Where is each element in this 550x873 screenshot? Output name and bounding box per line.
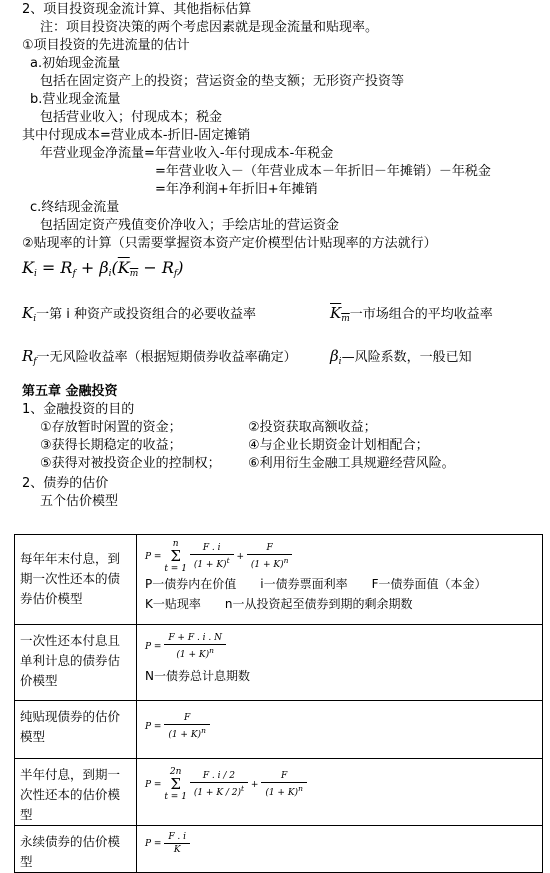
model-label: 半年付息，到期一次性还本的估价模型 bbox=[15, 759, 137, 826]
fraction: $\frac{F}{(1 + K)^n}$ bbox=[261, 771, 307, 798]
subsection-heading: ②贴现率的计算（只需要掌握资本资产定价模型估计贴现率的方法就行） bbox=[22, 236, 437, 251]
model-label: 一次性还本付息且单利计息的债券估价模型 bbox=[15, 625, 137, 701]
formula-line: =年营业收入－（年营业成本－年折旧－年摊销）－年税金 bbox=[155, 164, 491, 179]
model-legend: P一债券内在价值 i一债券票面利率 F一债券面值（本金） bbox=[145, 577, 487, 591]
section-heading: 1、金融投资的目的 bbox=[22, 402, 135, 417]
section-heading: 2、债券的估价 bbox=[22, 476, 109, 491]
km-symbol: $K_m$ bbox=[330, 304, 350, 324]
model-formula-cell bbox=[137, 625, 543, 701]
table-row bbox=[15, 625, 543, 701]
fraction: $\frac{F . i}{(1 + K)^t}$ bbox=[190, 543, 234, 570]
formula-line: =年净利润+年折旧+年摊销 bbox=[155, 182, 318, 197]
capm-formula: $K_i = R_f + \beta_i(K_m - R_f)$ bbox=[22, 258, 184, 279]
fraction: $\frac{F + F . i . N}{(1 + K)^n}$ bbox=[164, 633, 226, 660]
model-formula: P = $\frac{F}{(1 + K)^n}$ bbox=[145, 713, 534, 740]
summation: n Σ t = 1 bbox=[164, 539, 187, 574]
table-row bbox=[15, 826, 543, 873]
item-heading: b.营业现金流量 bbox=[30, 92, 121, 107]
text-line: 包括固定资产残值变价净收入；手绘店址的营运资金 bbox=[40, 218, 340, 233]
model-formula: P = $\frac{F . i}{K}$ bbox=[145, 832, 534, 855]
item-heading: c.终结现金流量 bbox=[30, 200, 120, 215]
model-label: 纯贴现债券的估价模型 bbox=[15, 701, 137, 759]
model-formula-cell bbox=[137, 701, 543, 759]
model-label: 永续债券的估价模型 bbox=[15, 826, 137, 873]
section-heading: 2、项目投资现金流计算、其他指标估算 bbox=[22, 2, 252, 17]
beta-symbol: $\beta_i$ bbox=[330, 347, 342, 367]
model-formula-cell bbox=[137, 826, 543, 873]
rf-symbol: $R_f$ bbox=[22, 347, 37, 367]
definition-km bbox=[330, 305, 493, 327]
model-formula-cell bbox=[137, 535, 543, 625]
table-row bbox=[15, 759, 543, 826]
purpose-item: ④与企业长期资金计划相配合； bbox=[248, 438, 429, 453]
table-row bbox=[15, 701, 543, 759]
fraction: $\frac{F . i / 2}{(1 + K / 2)^t}$ bbox=[190, 771, 248, 798]
summation: 2n Σ t = 1 bbox=[164, 767, 187, 802]
chapter-title: 第五章 金融投资 bbox=[22, 384, 118, 399]
subsection-heading: 五个估价模型 bbox=[40, 494, 119, 509]
fraction: $\frac{F}{(1 + K)^n}$ bbox=[164, 713, 210, 740]
purpose-item: ①存放暂时闲置的资金； bbox=[40, 420, 182, 435]
model-legend: K一贴现率 n一从投资起至债券到期的剩余期数 bbox=[145, 597, 413, 611]
model-formula-cell bbox=[137, 759, 543, 826]
definition-text: —风险系数，一般已知 bbox=[341, 350, 472, 365]
model-legend: N一债券总计息期数 bbox=[145, 669, 250, 683]
ki-symbol: $K_i$ bbox=[22, 304, 37, 324]
definition-text: 一第 i 种资产或投资组合的必要收益率 bbox=[36, 307, 256, 322]
purpose-item: ⑤获得对被投资企业的控制权； bbox=[40, 456, 221, 471]
text-line: 其中付现成本=营业成本-折旧-固定摊销 bbox=[22, 128, 251, 143]
text-line: 包括营业收入；付现成本；税金 bbox=[40, 110, 223, 125]
definition-text: 一无风险收益率（根据短期债券收益率确定） bbox=[36, 350, 297, 365]
table-row bbox=[15, 535, 543, 625]
bond-models-table bbox=[14, 534, 543, 873]
text-line: 包括在固定资产上的投资；营运资金的垫支额；无形资产投资等 bbox=[40, 74, 405, 89]
item-heading: a.初始现金流量 bbox=[30, 56, 121, 71]
subsection-heading: ①项目投资的先进流量的估计 bbox=[22, 38, 190, 53]
formula-line: 年营业现金净流量=年营业收入-年付现成本-年税金 bbox=[40, 146, 334, 161]
purpose-item: ②投资获取高额收益； bbox=[248, 420, 377, 435]
definition-beta bbox=[330, 348, 472, 370]
definition-text: 一市场组合的平均收益率 bbox=[349, 307, 493, 322]
definition-ki bbox=[22, 305, 256, 327]
model-formula: P = 2n Σ t = 1 $\frac{F . i / 2}{(1 + K / 2)^t}$ + $\frac{F}{(1 + K)^n}$ bbox=[145, 767, 534, 802]
purpose-item: ⑥利用衍生金融工具规避经营风险。 bbox=[248, 456, 455, 471]
definition-rf bbox=[22, 348, 297, 370]
model-label: 每年年末付息，到期一次性还本的债券估价模型 bbox=[15, 535, 137, 625]
model-formula: P = n Σ t = 1 $\frac{F . i}{(1 + K)^t}$ + $\frac{F}{(1 + K)^n}$ bbox=[145, 539, 534, 574]
note-line: 注：项目投资决策的两个考虑因素就是现金流量和贴现率。 bbox=[40, 20, 379, 35]
purpose-item: ③获得长期稳定的收益； bbox=[40, 438, 182, 453]
fraction: $\frac{F . i}{K}$ bbox=[164, 832, 190, 855]
fraction: $\frac{F}{(1 + K)^n}$ bbox=[247, 543, 293, 570]
model-formula: P = $\frac{F + F . i . N}{(1 + K)^n}$ bbox=[145, 633, 534, 660]
